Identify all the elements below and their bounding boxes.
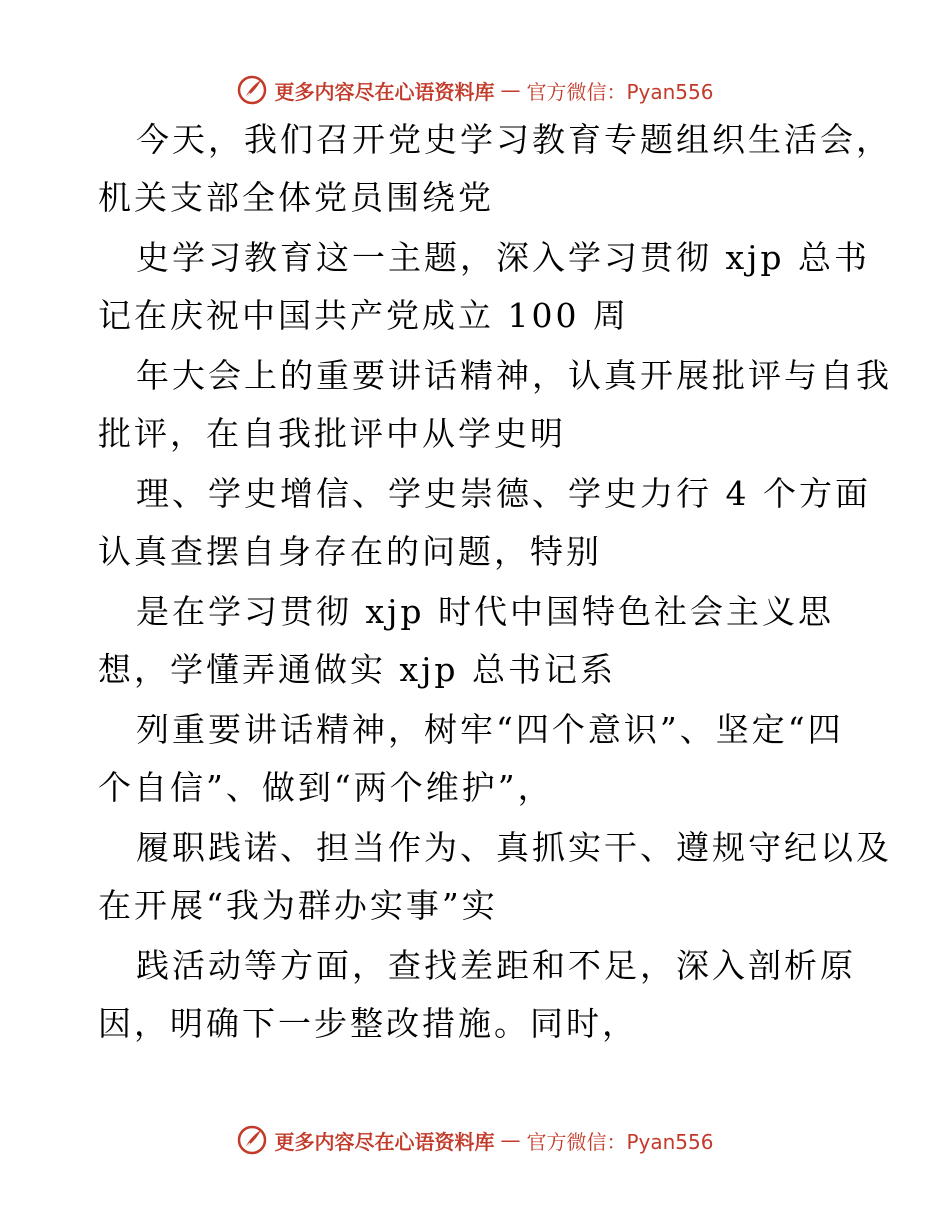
paragraph-line: 机关支部全体党员围绕党 xyxy=(98,178,494,217)
watermark-wechat-text: 官方微信：Pyan556 xyxy=(526,79,714,104)
paragraph-line: 是在学习贯彻 xjp 时代中国特色社会主义思 xyxy=(136,592,834,631)
paragraph-line: 践活动等方面，查找差距和不足，深入剖析原 xyxy=(136,946,856,985)
watermark-site-text: 更多内容尽在心语资料库 xyxy=(274,79,495,104)
paragraph-line: 想，学懂弄通做实 xjp 总书记系 xyxy=(98,650,616,689)
paragraph-line: 在开展“我为群办实事”实 xyxy=(98,886,498,925)
paragraph-line: 记在庆祝中国共产党成立 100 周 xyxy=(98,296,629,335)
paragraph-line: 批评，在自我批评中从学史明 xyxy=(98,414,566,453)
watermark-wechat-text: 官方微信：Pyan556 xyxy=(526,1129,714,1154)
paragraph-line: 因，明确下一步整改措施。同时， xyxy=(98,1004,638,1043)
paragraph-line: 年大会上的重要讲话精神，认真开展批评与自我 xyxy=(136,356,892,395)
header-watermark xyxy=(0,70,950,110)
watermark-dash: — xyxy=(500,1128,521,1152)
watermark-group xyxy=(236,1124,713,1156)
watermark-group xyxy=(236,74,713,106)
watermark-site-text: 更多内容尽在心语资料库 xyxy=(274,1129,495,1154)
paragraph-line: 理、学史增信、学史崇德、学史力行 4 个方面 xyxy=(136,474,871,513)
quill-logo-icon xyxy=(236,1124,268,1156)
paragraph-line: 史学习教育这一主题，深入学习贯彻 xjp 总书 xyxy=(136,238,870,277)
paragraph-line: 今天，我们召开党史学习教育专题组织生活会， xyxy=(136,120,892,159)
watermark-dash: — xyxy=(500,78,521,102)
paragraph-line: 个自信”、做到“两个维护”， xyxy=(98,768,554,807)
footer-watermark xyxy=(0,1120,950,1160)
paragraph-line: 认真查摆自身存在的问题，特别 xyxy=(98,532,602,571)
paragraph-line: 履职践诺、担当作为、真抓实干、遵规守纪以及 xyxy=(136,828,892,867)
quill-logo-icon xyxy=(236,74,268,106)
paragraph-line: 列重要讲话精神，树牢“四个意识”、坚定“四 xyxy=(136,710,844,749)
